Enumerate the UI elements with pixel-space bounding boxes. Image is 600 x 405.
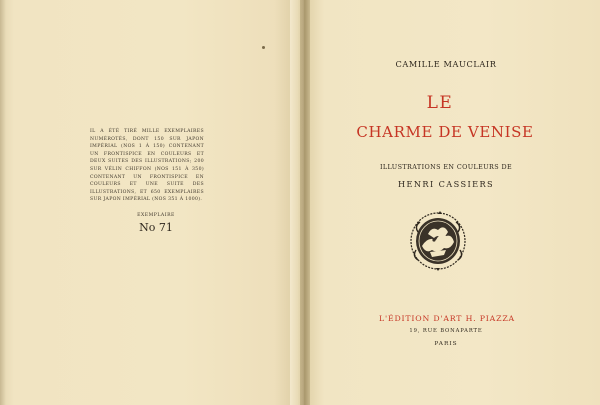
venetian-lion-emblem-icon [408, 210, 468, 272]
limitation-statement: IL A ÉTÉ TIRÉ MILLE EXEMPLAIRES NUMÉROTÉS, DONT 150 SUR JAPON IMPÉRIAL (NOS 1 À 150) CONTENANT UN FRONTISPICE EN COULEURS ET DEUX SUITES DES ILLUSTRATIONS; 200 SUR VÉLIN CHIFFON (NOS 151 À 350) CONTENANT UN FRONTISPICE EN COULEURS ET UNE SUITE DES ILLUSTRATIONS, ET 650 EXEMPLAIRES SUR JAPON IMPÉRIAL (NOS 351 À 1000). [90, 129, 204, 203]
book-title-article: LE [426, 93, 454, 113]
author-name: CAMILLE MAUCLAIR [395, 59, 497, 69]
flyleaf-strip [290, 0, 300, 405]
illustrator-name: HENRI CASSIERS [397, 179, 495, 189]
publisher-name: L'ÉDITION D'ART H. PIAZZA [379, 314, 515, 323]
illustrations-credit: ILLUSTRATIONS EN COULEURS DE [379, 163, 513, 171]
publisher-city: PARIS [434, 341, 458, 347]
publisher-address: 19, RUE BONAPARTE [409, 328, 483, 334]
exemplaire-label: EXEMPLAIRE [137, 213, 175, 218]
exemplaire-number: No 71 [139, 221, 173, 234]
page-mark [262, 46, 265, 49]
book-title: CHARME DE VENISE [356, 123, 534, 141]
